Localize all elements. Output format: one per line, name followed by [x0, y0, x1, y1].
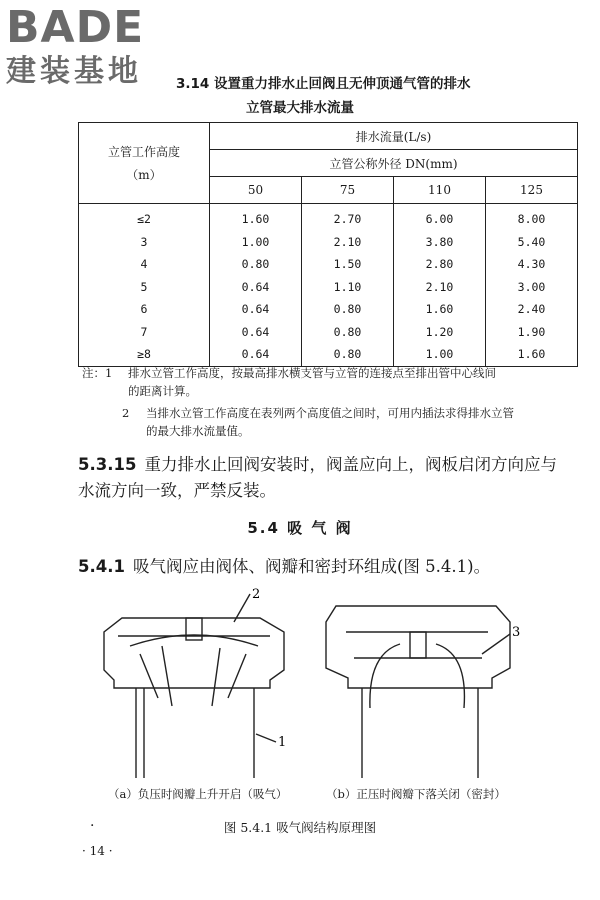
- flow-value-cell: 1.00: [394, 343, 486, 366]
- flow-value-cell: 0.64: [210, 321, 302, 344]
- note-1-line2: 的距离计算。: [128, 384, 197, 398]
- table-row: [79, 231, 578, 254]
- valve-b-pipe: [362, 688, 478, 778]
- note-1: [82, 364, 582, 400]
- table-row: [79, 276, 578, 299]
- note-2-line2: 的最大排水流量值。: [146, 424, 250, 438]
- table-row: [79, 343, 578, 366]
- row-header-line1: 立管工作高度: [107, 145, 180, 159]
- clause-5-3-15-line1: 重力排水止回阀安装时，阀盖应向上，阀板启闭方向应与: [144, 455, 557, 474]
- flow-value-cell: 0.80: [302, 343, 394, 366]
- sub-caption-a: （a）负压时阀瓣上升开启（吸气）: [108, 787, 288, 801]
- column-header: 50: [210, 177, 302, 204]
- flow-value-cell: 0.64: [210, 343, 302, 366]
- height-cell: 6: [79, 298, 210, 321]
- sub-header: 立管公称外径 DN(mm): [210, 150, 578, 177]
- flow-value-cell: 2.40: [486, 298, 578, 321]
- sub-caption-b: （b）正压时阀瓣下落关闭（密封）: [326, 787, 506, 801]
- flow-value-cell: 0.80: [302, 298, 394, 321]
- clause-5-3-15: [78, 452, 578, 504]
- clause-5-4-1-number: 5.4.1: [78, 557, 125, 576]
- flow-value-cell: 1.10: [302, 276, 394, 299]
- flow-value-cell: 0.80: [302, 321, 394, 344]
- flow-value-cell: 1.60: [486, 343, 578, 366]
- valve-a-stem: [186, 618, 202, 640]
- callout-2: 2: [252, 588, 261, 602]
- valve-a-pipe: [136, 688, 254, 778]
- callout-3: 3: [512, 625, 521, 640]
- column-header: 110: [394, 177, 486, 204]
- flow-value-cell: 1.00: [210, 231, 302, 254]
- flow-value-cell: 1.20: [394, 321, 486, 344]
- clause-5-3-15-line2: 水流方向一致，严禁反装。: [78, 481, 276, 500]
- flow-value-cell: 3.00: [486, 276, 578, 299]
- note-2-label: 2: [122, 406, 130, 420]
- height-cell: 7: [79, 321, 210, 344]
- flow-value-cell: 0.80: [210, 253, 302, 276]
- row-header-cell: [79, 123, 210, 204]
- flow-value-cell: 5.40: [486, 231, 578, 254]
- valve-b-stem: [410, 632, 426, 658]
- flow-value-cell: 1.90: [486, 321, 578, 344]
- flow-value-cell: 1.50: [302, 253, 394, 276]
- table-row: [79, 204, 578, 231]
- flow-value-cell: 1.60: [394, 298, 486, 321]
- callout-1: 1: [278, 735, 287, 750]
- valve-a-cap: [104, 618, 284, 688]
- note-1-label: 注：1: [82, 366, 113, 380]
- note-2: [82, 404, 582, 440]
- valve-b-closed: [326, 606, 510, 778]
- valve-a-leader-1: [256, 734, 276, 742]
- logo-chinese: 建装基地: [6, 54, 142, 89]
- clause-5-3-15-number: 5.3.15: [78, 455, 137, 474]
- flow-value-cell: 2.10: [394, 276, 486, 299]
- stray-mark: ·: [90, 818, 95, 834]
- valve-b-flow-arrows: [370, 644, 465, 708]
- row-header-line2: （m）: [126, 168, 162, 182]
- valve-a-open: [104, 594, 287, 778]
- height-cell: 3: [79, 231, 210, 254]
- column-header: 125: [486, 177, 578, 204]
- logo-english: BADE: [6, 2, 145, 53]
- flow-value-cell: 6.00: [394, 204, 486, 231]
- watermark-logo: [6, 4, 176, 90]
- flow-value-cell: 2.80: [394, 253, 486, 276]
- flow-value-cell: 8.00: [486, 204, 578, 231]
- flow-value-cell: 2.10: [302, 231, 394, 254]
- valve-a-flow-arrows: [140, 646, 246, 706]
- clause-5-4-1-text: 吸气阀应由阀体、阀瓣和密封环组成(图 5.4.1)。: [132, 557, 491, 576]
- flow-value-cell: 2.70: [302, 204, 394, 231]
- note-1-line1: 排水立管工作高度，按最高排水横支管与立管的连接点至排出管中心线间: [128, 366, 496, 380]
- note-2-line1: 当排水立管工作高度在表列两个高度值之间时，可用内插法求得排水立管: [146, 406, 514, 420]
- valve-b-leader-3: [482, 634, 510, 654]
- figure-title: 图 5.4.1 吸气阀结构原理图: [223, 820, 377, 835]
- height-cell: ≥8: [79, 343, 210, 366]
- table-caption-line1: 3.14 设置重力排水止回阀且无伸顶通气管的排水: [176, 76, 471, 92]
- page-number: · 14 ·: [82, 844, 113, 858]
- air-admittance-valve-figure: [100, 588, 560, 778]
- drain-flow-table: [78, 122, 578, 367]
- valve-b-cap: [326, 606, 510, 688]
- table-caption-line2: 立管最大排水流量: [246, 100, 354, 116]
- flow-value-cell: 1.60: [210, 204, 302, 231]
- flow-value-cell: 0.64: [210, 298, 302, 321]
- clause-5-4-1: [78, 554, 578, 580]
- table-row: [79, 298, 578, 321]
- height-cell: 5: [79, 276, 210, 299]
- height-cell: ≤2: [79, 204, 210, 231]
- table-row: [79, 321, 578, 344]
- flow-value-cell: 3.80: [394, 231, 486, 254]
- table-row: [79, 253, 578, 276]
- height-cell: 4: [79, 253, 210, 276]
- flow-value-cell: 4.30: [486, 253, 578, 276]
- flow-value-cell: 0.64: [210, 276, 302, 299]
- group-header: 排水流量(L/s): [210, 123, 578, 150]
- section-title: 5.4 吸 气 阀: [247, 519, 353, 537]
- column-header: 75: [302, 177, 394, 204]
